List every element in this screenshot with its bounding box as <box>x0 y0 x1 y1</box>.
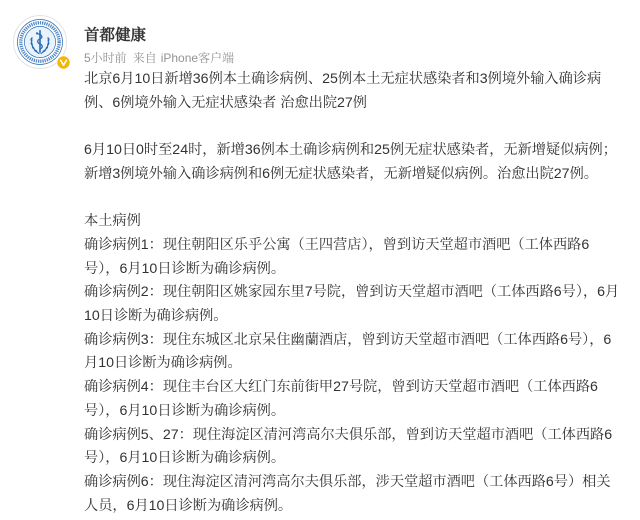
case-item: 确诊病例6：现住海淀区清河湾高尔夫俱乐部，涉天堂超市酒吧（工体西路6号）相关人员，6月10日诊断为确诊病例。 <box>84 473 611 514</box>
case-item: 确诊病例5、27：现住海淀区清河湾高尔夫俱乐部，曾到访天堂超市酒吧（工体西路6号），6月10日诊断为确诊病例。 <box>84 426 613 467</box>
post-summary: 6月10日0时至24时，新增36例本土确诊病例和25例无症状感染者，无新增疑似病例；新增3例境外输入确诊病例和6例无症状感染者，无新增疑似病例。治愈出院27例。 <box>84 142 617 182</box>
post-source[interactable]: iPhone客户端 <box>160 51 235 65</box>
author-name[interactable]: 首都健康 <box>84 27 147 44</box>
post-content <box>84 68 624 520</box>
post-headline: 北京6月10日新增36例本土确诊病例、25例本土无症状感染者和3例境外输入确诊病例、6例境外输入无症状感染者 治愈出院27例 <box>84 71 602 111</box>
case-item: 确诊病例1：现住朝阳区乐乎公寓（王四营店），曾到访天堂超市酒吧（工体西路6号），6月10日诊断为确诊病例。 <box>84 236 590 277</box>
section-title: 本土病例 <box>84 213 141 230</box>
case-item: 确诊病例3：现住东城区北京呆住幽蘭酒店，曾到访天堂超市酒吧（工体西路6号），6月10日诊断为确诊病例。 <box>84 331 612 372</box>
source-prefix: 来自 <box>132 51 157 65</box>
post-time[interactable]: 5小时前 <box>84 51 127 65</box>
post-meta <box>84 50 234 66</box>
verified-badge-icon <box>56 55 71 70</box>
case-item: 确诊病例4：现住丰台区大红门东前街甲27号院，曾到访天堂超市酒吧（工体西路6号），6月10日诊断为确诊病例。 <box>84 379 598 419</box>
case-item: 确诊病例2：现住朝阳区姚家园东里7号院，曾到访天堂超市酒吧（工体西路6号），6月10日诊断为确诊病例。 <box>84 284 620 324</box>
